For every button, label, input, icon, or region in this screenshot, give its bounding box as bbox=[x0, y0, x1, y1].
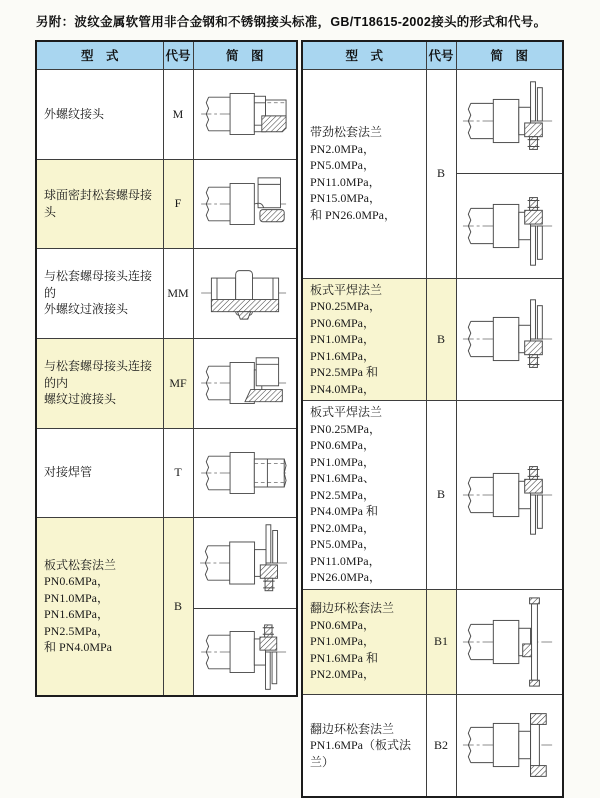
diagram-plate-loose-flange-2 bbox=[193, 608, 297, 696]
code-cell: B bbox=[426, 278, 456, 401]
type-cell-external-thread: 外螺纹接头 bbox=[36, 69, 163, 159]
diagram-external-thread-joint bbox=[193, 69, 297, 159]
column-header-code: 代号 bbox=[426, 41, 456, 69]
table-row bbox=[302, 401, 563, 590]
table-row bbox=[36, 338, 297, 428]
code-cell: B1 bbox=[426, 589, 456, 694]
diagram-neck-loose-flange-2 bbox=[456, 173, 563, 278]
fitting-table-right bbox=[301, 40, 564, 798]
column-header-diagram: 简 图 bbox=[193, 41, 297, 69]
table-row bbox=[36, 69, 297, 159]
column-header-type: 型 式 bbox=[302, 41, 426, 69]
type-cell-butt-weld: 对接焊管 bbox=[36, 428, 163, 517]
header-row bbox=[36, 41, 297, 69]
type-cell-male-transition: 与松套螺母接头连接的 外螺纹过液接头 bbox=[36, 248, 163, 338]
diagram-male-nipple bbox=[193, 248, 297, 338]
type-cell-plate-weld-flange-2: 板式平焊法兰 PN0.25MPa，PN0.6MPa， PN1.0MPa，PN1.6MPa、 PN2.5MPa，PN4.0MPa 和 PN2.0MPa，PN5.0MPa， PN11.0MPa，PN26.0MPa， bbox=[302, 401, 426, 590]
page-title: 另附：波纹金属软管用非合金钢和不锈钢接头标准，GB/T18615-2002接头的形式和代号。 bbox=[36, 15, 547, 29]
fitting-table-left bbox=[35, 40, 298, 697]
type-cell-female-transition: 与松套螺母接头连接的内 螺纹过渡接头 bbox=[36, 338, 163, 428]
type-cell-lapped-loose-flange-plate: 翻边环松套法兰 PN1.6MPa（板式法兰） bbox=[302, 694, 426, 797]
diagram-lapped-loose-flange-plate bbox=[456, 694, 563, 797]
header-row bbox=[302, 41, 563, 69]
code-cell: MF bbox=[163, 338, 193, 428]
type-cell-lapped-loose-flange: 翻边环松套法兰 PN0.6MPa，PN1.0MPa， PN1.6MPa 和 PN2.0MPa， bbox=[302, 589, 426, 694]
table-row bbox=[302, 589, 563, 694]
diagram-plate-loose-flange-1 bbox=[193, 517, 297, 608]
type-cell-spherical-loose-nut: 球面密封松套螺母接头 bbox=[36, 159, 163, 248]
diagram-butt-weld-pipe bbox=[193, 428, 297, 517]
code-cell: MM bbox=[163, 248, 193, 338]
type-cell-neck-loose-flange: 带劲松套法兰 PN2.0MPa，PN5.0MPa， PN11.0MPa，PN15.0MPa， 和 PN26.0MPa， bbox=[302, 69, 426, 278]
type-cell-plate-loose-flange: 板式松套法兰 PN0.6MPa，PN1.0MPa， PN1.6MPa，PN2.5MPa， 和 PN4.0MPa bbox=[36, 517, 163, 696]
code-cell: F bbox=[163, 159, 193, 248]
diagram-neck-loose-flange-1 bbox=[456, 69, 563, 173]
table-row bbox=[36, 159, 297, 248]
table-row bbox=[36, 428, 297, 517]
column-header-type: 型 式 bbox=[36, 41, 163, 69]
table-row bbox=[36, 248, 297, 338]
code-cell: B bbox=[426, 69, 456, 278]
table-row bbox=[302, 694, 563, 797]
diagram-plate-weld-flange-2 bbox=[456, 401, 563, 590]
table-row bbox=[302, 278, 563, 401]
diagram-plate-weld-flange-1 bbox=[456, 278, 563, 401]
column-header-code: 代号 bbox=[163, 41, 193, 69]
column-header-diagram: 简 图 bbox=[456, 41, 563, 69]
diagram-female-union bbox=[193, 338, 297, 428]
diagram-lapped-loose-flange bbox=[456, 589, 563, 694]
type-cell-plate-weld-flange-1: 板式平焊法兰 PN0.25MPa，PN0.6MPa， PN1.0MPa，PN1.6MPa， PN2.5MPa 和 PN4.0MPa， bbox=[302, 278, 426, 401]
diagram-loose-nut-joint bbox=[193, 159, 297, 248]
table-row bbox=[36, 517, 297, 608]
code-cell: B bbox=[426, 401, 456, 590]
code-cell: B2 bbox=[426, 694, 456, 797]
code-cell: T bbox=[163, 428, 193, 517]
code-cell: M bbox=[163, 69, 193, 159]
table-row bbox=[302, 69, 563, 173]
code-cell: B bbox=[163, 517, 193, 696]
